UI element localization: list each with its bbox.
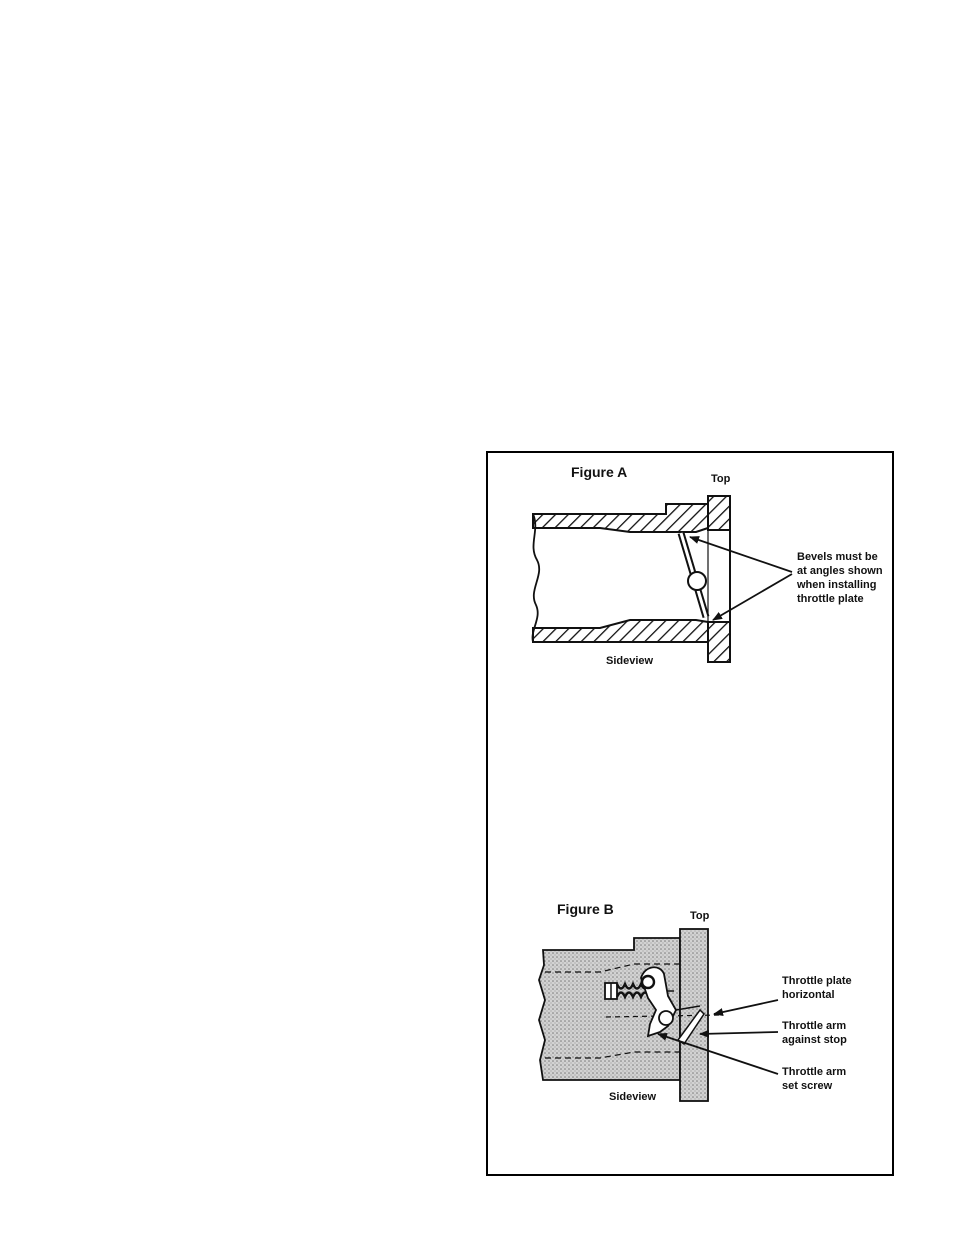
figure-a-bottom-wall xyxy=(533,620,708,642)
figure-a-top-wall xyxy=(533,504,708,532)
figure-a-title: Figure A xyxy=(571,464,628,480)
figure-a-throttle-shaft xyxy=(688,572,706,590)
figure-a-callout: Bevels must be at angles shown when installing throttle plate xyxy=(797,551,883,605)
figure-b-callout-plate: Throttle plate horizontal xyxy=(782,975,852,1001)
figure-b xyxy=(539,901,855,1103)
figure-b-callout-set-screw: Throttle arm set screw xyxy=(782,1066,847,1092)
figure-b-sideview-label: Sideview xyxy=(609,1091,657,1103)
figure-a xyxy=(533,464,886,667)
figure-a-top-label: Top xyxy=(711,473,731,485)
figure-a-top-bolt xyxy=(708,496,730,530)
figure-b-top-label: Top xyxy=(690,910,710,922)
figure-b-callout-arm-stop: Throttle arm against stop xyxy=(782,1020,847,1046)
figure-a-break-line xyxy=(533,514,540,642)
figure-a-bottom-bolt xyxy=(708,622,730,662)
figure-a-sideview-label: Sideview xyxy=(606,655,654,667)
figure-b-title: Figure B xyxy=(557,901,614,917)
